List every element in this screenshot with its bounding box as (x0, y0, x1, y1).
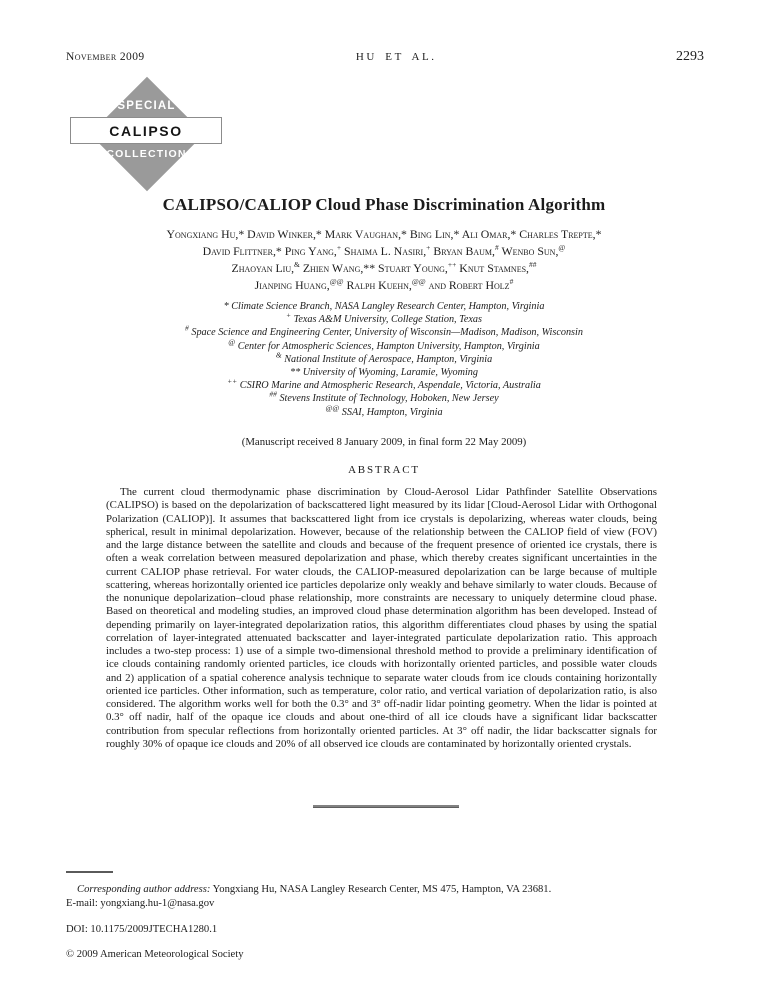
abstract-heading: ABSTRACT (348, 464, 420, 476)
issue-date: November 2009 (66, 51, 145, 63)
badge-banner-calipso: CALIPSO (70, 117, 222, 144)
abstract-divider-rule (313, 805, 459, 808)
affiliation-list (0, 300, 768, 419)
affiliation-line: ## Stevens Institute of Technology, Hoboken, New Jersey (269, 390, 499, 405)
author-line: Jianping Huang,@@ Ralph Kuehn,@@ and Robert Holz# (254, 277, 514, 292)
affiliation-line: ** University of Wyoming, Laramie, Wyoming (290, 367, 478, 379)
affiliation-line: # Space Science and Engineering Center, University of Wisconsin—Madison, Madison, Wisconsin (185, 324, 583, 339)
corresponding-author-label: Corresponding author address: (77, 884, 211, 895)
copyright-notice: © 2009 American Meteorological Society (66, 949, 244, 960)
corresponding-author-email: E-mail: yongxiang.hu-1@nasa.gov (66, 898, 215, 909)
affiliation-line: * Climate Science Branch, NASA Langley Research Center, Hampton, Virginia (223, 301, 545, 312)
author-list (0, 226, 768, 294)
affiliation-line: @@ SSAI, Hampton, Virginia (325, 403, 443, 418)
affiliation-line: & National Institute of Aerospace, Hampton, Virginia (275, 350, 493, 365)
affiliation-line: ++ CSIRO Marine and Atmospheric Research, Aspendale, Victoria, Australia (227, 376, 541, 392)
footnote-separator-rule (66, 871, 113, 873)
affiliation-line: + Texas A&M University, College Station, Texas (286, 310, 482, 326)
author-line: David Flittner,* Ping Yang,+ Shaima L. Nasiri,+ Bryan Baum,# Wenbo Sun,@ (202, 243, 566, 258)
badge-line-collection: COLLECTION (106, 148, 187, 160)
abstract-text: The current cloud thermodynamic phase discrimination by Cloud-Aerosol Lidar Pathfinder Satellite Observations (CALIPSO) is based on the depolarization of backscattered light measured by its lidar [Cloud-Aerosol Lidar with Orthogonal Polarization (CALIOP)]. It assumes that backscattered light from ice crystals is depolarizing, whereas water clouds, being spherical, result in minimal depolarization. However, because of the relationship between the CALIOP field of view (FOV) and the large distance between the satellite and clouds and because of the frequent presence of oriented ice crystals, there is often a weak correlation between measured depolarization and phase, which thereby creates significant uncertainties in the current CALIOP phase retrieval. For water clouds, the CALIOP-measured depolarization can be large because of multiple scattering, whereas horizontally oriented ice particles depolarize only weakly and behave similarly to water clouds. Because of the nonunique depolarization–cloud phase relationship, more constraints are necessary to uniquely determine cloud phase. Based on theoretical and modeling studies, an improved cloud phase determination algorithm has been developed. Instead of depending primarily on layer-integrated depolarization ratios, this algorithm differentiates cloud phases by using the spatial correlation of layer-integrated attenuated backscatter and layer-integrated particulate depolarization ratio. This approach includes a two-step process: 1) use of a simple two-dimensional threshold method to provide a preliminary identification of ice clouds containing randomly oriented particles, ice clouds with horizontally oriented particles, and possible water clouds and 2) application of a spatial coherence analysis technique to separate water clouds from ice clouds containing horizontally oriented ice particles. Other information, such as temperature, color ratio, and vertical variation of depolarization ratio, is also considered. The algorithm works well for both the 0.3° and 3° off-nadir lidar pointing geometry. When the lidar is pointed at 0.3° off nadir, half of the opaque ice clouds and about one-third of all ice clouds have a significant lidar backscatter contribution from specular reflections from horizontally oriented particles. At 3° off nadir, the lidar backscatter signals for roughly 30% of opaque ice clouds and 20% of all observed ice clouds are contaminated by horizontally oriented crystals. (106, 486, 657, 750)
author-line: Yongxiang Hu,* David Winker,* Mark Vaughan,* Bing Lin,* Ali Omar,* Charles Trepte,* (166, 227, 602, 241)
badge-line-special: SPECIAL (117, 100, 176, 112)
page-number: 2293 (676, 49, 704, 64)
running-header (66, 49, 704, 65)
running-head: HU ET AL. (355, 51, 437, 63)
doi: DOI: 10.1175/2009JTECHA1280.1 (66, 924, 218, 935)
author-line: Zhaoyan Liu,& Zhien Wang,** Stuart Young,++ Knut Stamnes,## (231, 260, 537, 275)
manuscript-received-note: (Manuscript received 8 January 2009, in final form 22 May 2009) (241, 436, 527, 448)
corresponding-author-note (66, 884, 666, 895)
affiliation-line: @ Center for Atmospheric Sciences, Hampton University, Hampton, Virginia (228, 337, 540, 352)
corresponding-author-address: Yongxiang Hu, NASA Langley Research Center, MS 475, Hampton, VA 23681. (210, 884, 552, 895)
special-collection-badge (88, 78, 205, 190)
article-title: CALIPSO/CALIOP Cloud Phase Discrimination Algorithm (162, 195, 606, 214)
